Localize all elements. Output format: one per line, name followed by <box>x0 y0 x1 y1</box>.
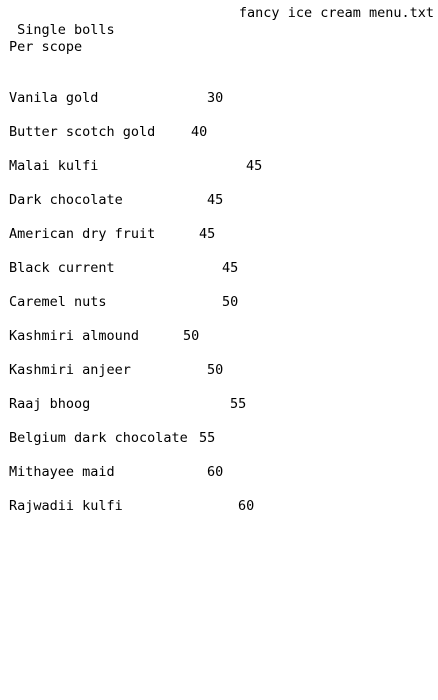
document-title: fancy ice cream menu.txt <box>238 5 434 21</box>
menu-item <box>9 430 429 448</box>
item-name: Kashmiri almound <box>9 328 140 344</box>
item-price: 50 <box>222 294 239 310</box>
item-price: 50 <box>207 362 224 378</box>
item-name: Belgium dark chocolate <box>9 430 188 446</box>
item-name: Raaj bhoog <box>9 396 91 412</box>
item-name: Butter scotch gold <box>9 124 156 140</box>
item-name: Mithayee maid <box>9 464 115 480</box>
item-price: 55 <box>230 396 247 412</box>
item-name: Vanila gold <box>9 90 99 106</box>
item-price: 45 <box>246 158 263 174</box>
item-name: Rajwadii kulfi <box>9 498 123 514</box>
menu-item <box>9 158 429 176</box>
item-price: 30 <box>207 90 224 106</box>
menu-item <box>9 260 429 278</box>
item-price: 45 <box>207 192 224 208</box>
item-price: 45 <box>222 260 239 276</box>
menu-item <box>9 498 429 516</box>
menu-item <box>9 124 429 142</box>
menu-item <box>9 362 429 380</box>
menu-item <box>9 294 429 312</box>
menu-item <box>9 328 429 346</box>
item-price: 60 <box>238 498 255 514</box>
item-price: 40 <box>191 124 208 140</box>
item-name: Malai kulfi <box>9 158 99 174</box>
item-price: 45 <box>199 226 216 242</box>
menu-item <box>9 396 429 414</box>
item-name: Kashmiri anjeer <box>9 362 131 378</box>
item-name: Black current <box>9 260 115 276</box>
item-name: Caremel nuts <box>9 294 107 310</box>
item-price: 60 <box>207 464 224 480</box>
menu-item <box>9 90 429 108</box>
item-name: Dark chocolate <box>9 192 123 208</box>
item-name: American dry fruit <box>9 226 156 242</box>
menu-item <box>9 464 429 482</box>
menu-item <box>9 226 429 244</box>
item-price: 55 <box>199 430 216 446</box>
item-price: 50 <box>183 328 200 344</box>
menu-item <box>9 192 429 210</box>
heading-per-scope: Per scope <box>9 39 83 55</box>
heading-single-bolls: Single bolls <box>9 22 115 38</box>
